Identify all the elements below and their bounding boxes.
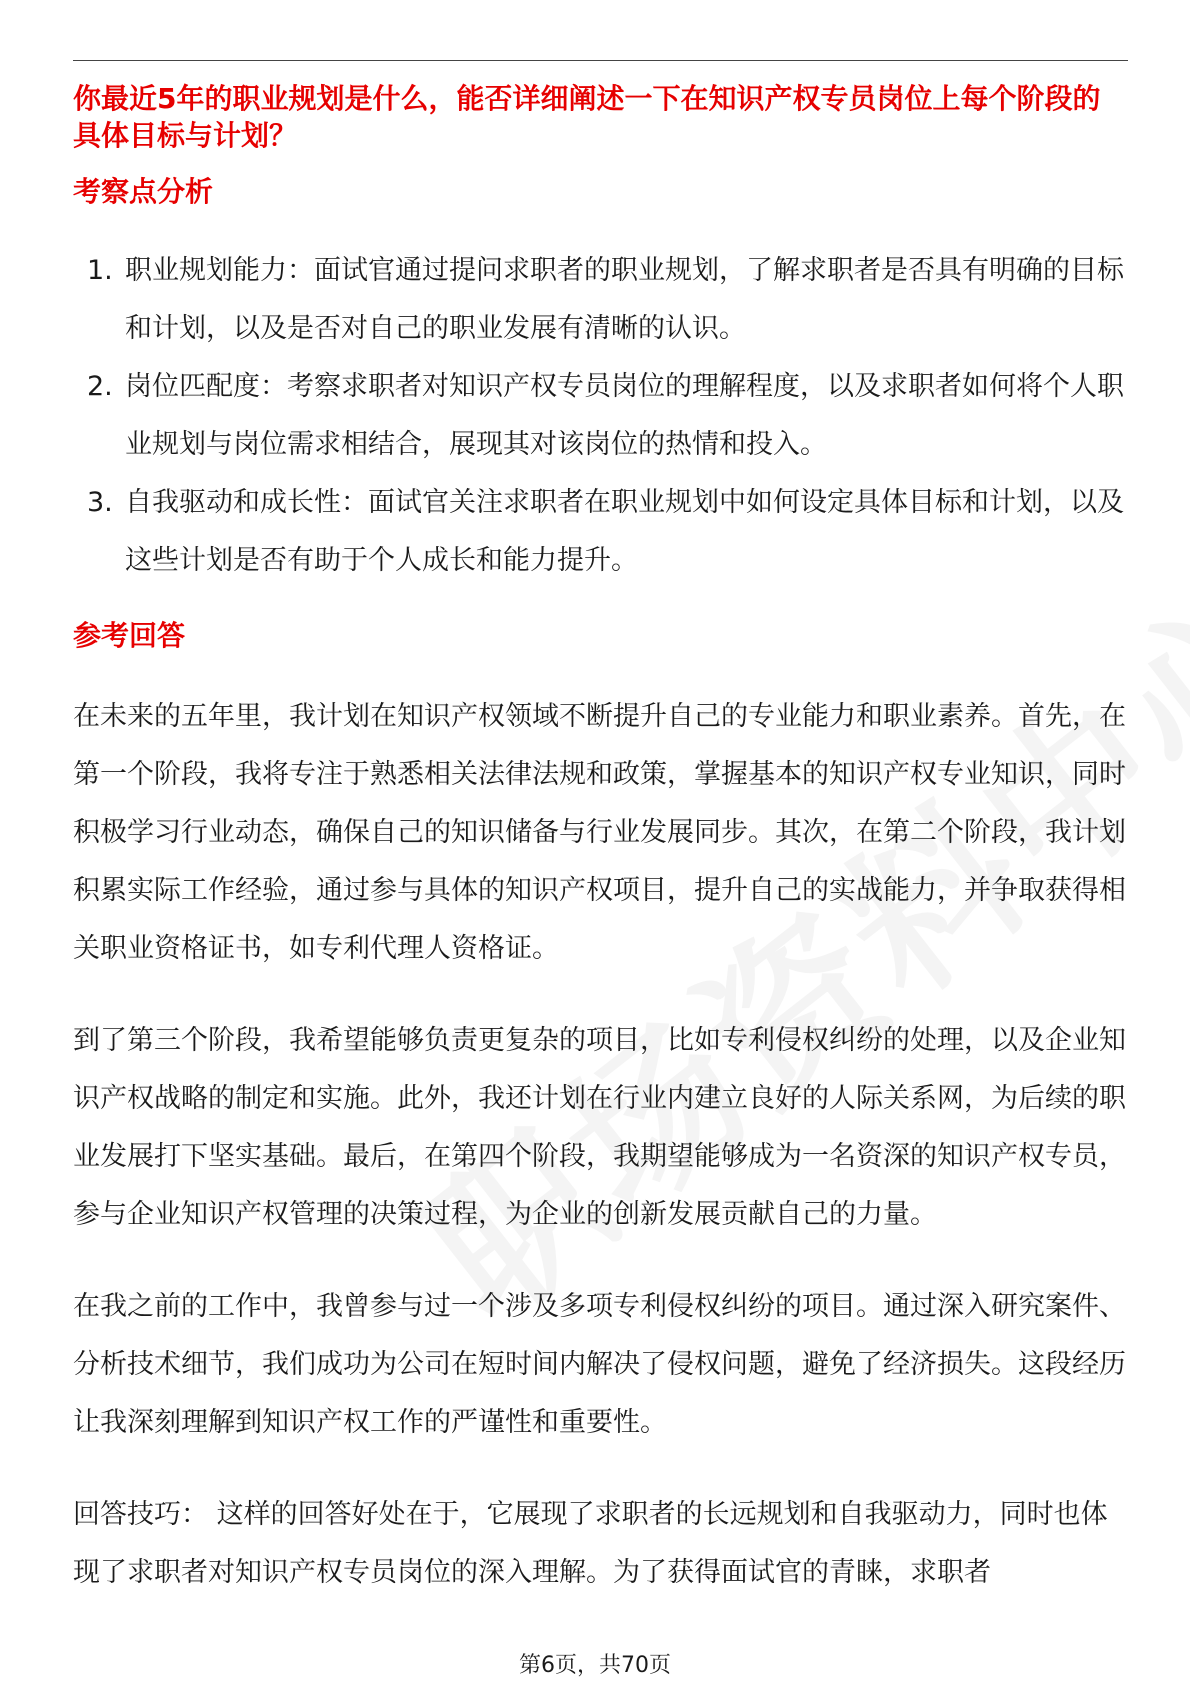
answer-tips-paragraph: 回答技巧： 这样的回答好处在于，它展现了求职者的长远规划和自我驱动力，同时也体现了求职者对知识产权专员岗位的深入理解。为了获得面试官的青睐，求职者: [73, 1499, 1108, 1588]
answer-paragraph: 在我之前的工作中，我曾参与过一个涉及多项专利侵权纠纷的项目。通过深入研究案件、分析技术细节，我们成功为公司在短时间内解决了侵权问题，避免了经济损失。这段经历让我深刻理解到知识产权工作的严谨性和重要性。: [73, 1291, 1126, 1438]
analysis-title: 考察点分析: [73, 175, 214, 208]
list-item-text: 职业规划能力：面试官通过提问求职者的职业规划，了解求职者是否具有明确的目标和计划，以及是否对自己的职业发展有清晰的认识。: [125, 255, 1124, 344]
page-number: 第6页，共70页: [519, 1653, 671, 1678]
question-heading: 你最近5年的职业规划是什么，能否详细阐述一下在知识产权专员岗位上每个阶段的具体目标与计划？: [73, 82, 1101, 152]
top-rule: [73, 60, 1128, 61]
analysis-list: [73, 242, 1128, 590]
list-item-number: 3.: [87, 487, 113, 518]
answer-paragraph: 到了第三个阶段，我希望能够负责更复杂的项目，比如专利侵权纠纷的处理，以及企业知识产权战略的制定和实施。此外，我还计划在行业内建立良好的人际关系网，为后续的职业发展打下坚实基础。最后，在第四个阶段，我期望能够成为一名资深的知识产权专员，参与企业知识产权管理的决策过程，为企业的创新发展贡献自己的力量。: [73, 1025, 1126, 1230]
list-item: [73, 474, 1128, 590]
list-item-number: 1.: [87, 255, 113, 286]
list-item: [73, 358, 1128, 474]
list-item: [73, 242, 1128, 358]
reference-title: 参考回答: [73, 619, 186, 652]
list-item-text: 自我驱动和成长性：面试官关注求职者在职业规划中如何设定具体目标和计划，以及这些计划是否有助于个人成长和能力提升。: [125, 487, 1124, 576]
page-content: [73, 80, 1128, 1602]
answer-paragraph: 在未来的五年里，我计划在知识产权领域不断提升自己的专业能力和职业素养。首先，在第一个阶段，我将专注于熟悉相关法律法规和政策，掌握基本的知识产权专业知识，同时积极学习行业动态，确保自己的知识储备与行业发展同步。其次，在第二个阶段，我计划积累实际工作经验，通过参与具体的知识产权项目，提升自己的实战能力，并争取获得相关职业资格证书，如专利代理人资格证。: [73, 701, 1126, 964]
list-item-text: 岗位匹配度：考察求职者对知识产权专员岗位的理解程度，以及求职者如何将个人职业规划与岗位需求相结合，展现其对该岗位的热情和投入。: [125, 371, 1124, 460]
list-item-number: 2.: [87, 371, 113, 402]
